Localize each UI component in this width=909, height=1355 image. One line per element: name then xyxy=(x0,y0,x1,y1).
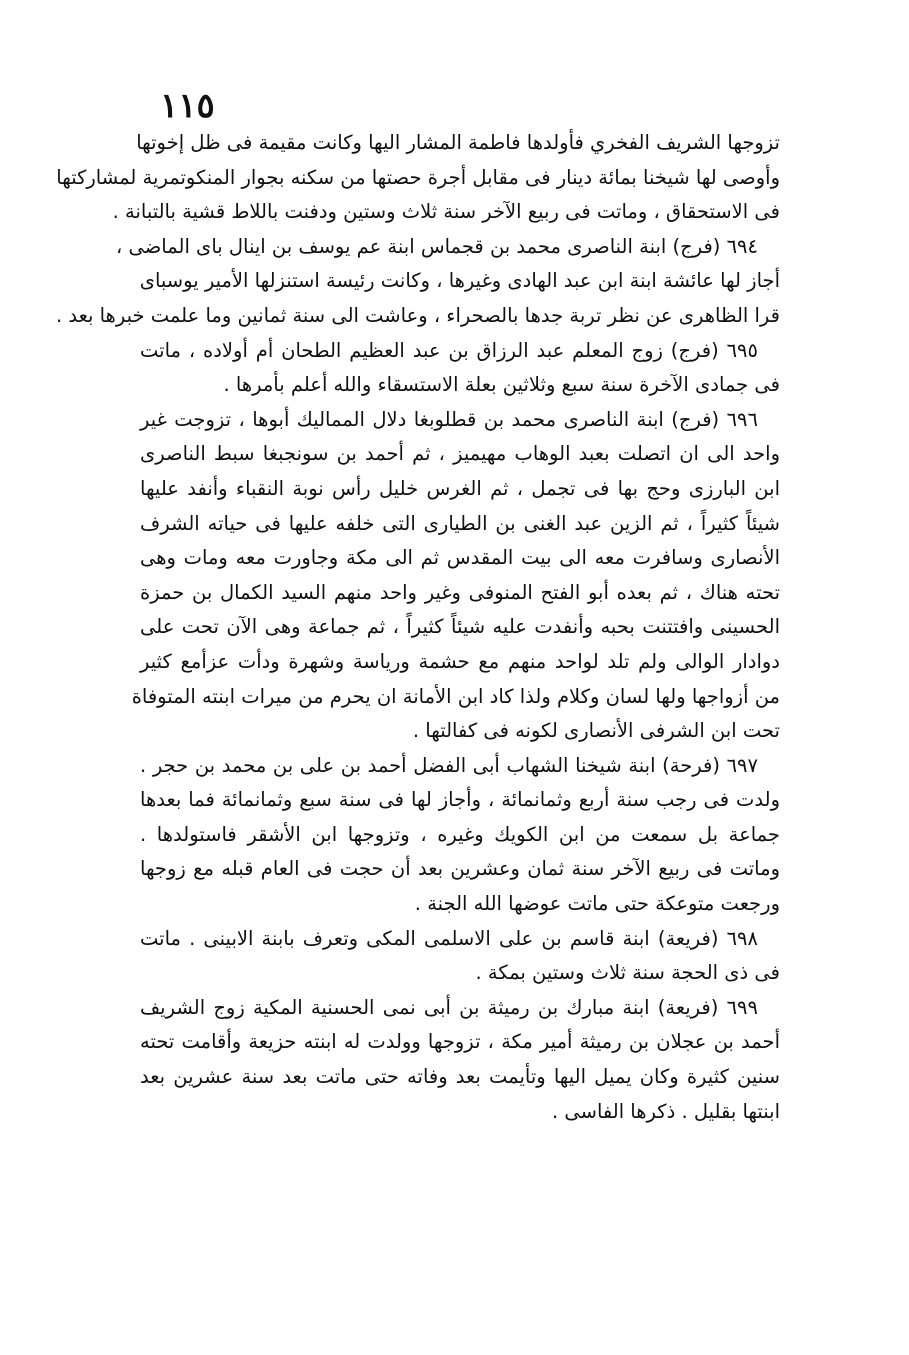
text-line: ولدت فى رجب سنة أربع وثمانمائة ، وأجاز لها فى سنة سبع وثمانمائة فما بعدها xyxy=(140,788,780,812)
page-number: ١١٥ xyxy=(160,86,215,126)
text-line: شيئاً كثيراً ، ثم الزين عبد الغنى بن الطيارى التى خلفه عليها فى حياته الشرف xyxy=(140,511,780,535)
text-line: واحد الى ان اتصلت بعبد الوهاب مهيميز ، ثم أحمد بن سونجبغا سبط الناصرى xyxy=(140,442,780,466)
text-line: الحسينى وافتتنت بحبه وأنفدت عليه شيئاً كثيراً ، ثم جماعة وهى الآن تحت على xyxy=(140,615,780,639)
text-line: ٦٩٤ (فرج) ابنة الناصرى محمد بن قجماس ابنة عم يوسف بن اينال باى الماضى ، xyxy=(115,234,758,258)
text-line: فى ذى الحجة سنة ثلاث وستين بمكة . xyxy=(475,961,780,985)
text-line: جماعة بل سمعت من ابن الكويك وغيره ، وتزوجها ابن الأشقر فاستولدها . xyxy=(140,822,780,846)
text-line: ابن البارزى وحج بها فى تجمل ، ثم الغرس خليل رأس نوبة النقباء وأنفد عليها xyxy=(140,476,780,500)
text-line: ورجعت متوعكة حتى ماتت عوضها الله الجنة . xyxy=(414,892,780,916)
text-line: أجاز لها عائشة ابنة ابن عبد الهادى وغيرها ، وكانت رئيسة استنزلها الأمير يوسباى xyxy=(139,269,780,293)
body-text xyxy=(55,126,780,1129)
text-line: الأنصارى وسافرت معه الى بيت المقدس ثم الى مكة وجاورت معه ومات وهى xyxy=(140,546,780,570)
text-line: ٦٩٥ (فرج) زوج المعلم عبد الرزاق بن عبد العظيم الطحان أم أولاده ، ماتت xyxy=(140,338,758,362)
text-line: ابنتها بقليل . ذكرها الفاسى . xyxy=(551,1099,780,1123)
text-line: تحت ابن الشرفى الأنصارى لكونه فى كفالتها . xyxy=(412,719,780,743)
text-line: تحته هناك ، ثم بعده أبو الفتح المنوفى وغير واحد منهم السيد الكمال بن حمزة xyxy=(140,580,780,604)
text-line: أحمد بن عجلان بن رميثة أمير مكة ، تزوجها وولدت له ابنته حزيعة وأقامت تحته xyxy=(140,1030,780,1054)
text-line: من أزواجها ولها لسان وكلام ولذا كاد ابن الأمانة ان يحرم من ميرات ابنته المتوفاة xyxy=(131,684,780,708)
text-line: سنين كثيرة وكان يميل اليها وتأيمت بعد وفاته حتى ماتت بعد سنة عشرين بعد xyxy=(140,1065,780,1089)
text-line: ٦٩٦ (فرج) ابنة الناصرى محمد بن قطلوبغا دلال المماليك أبوها ، تزوجت غير xyxy=(140,407,758,431)
text-line: ٦٩٨ (فريعة) ابنة قاسم بن على الاسلمى المكى وتعرف بابنة الابينى . ماتت xyxy=(140,926,758,950)
text-line: فى جمادى الآخرة سنة سبع وثلاثين بعلة الاستسقاء والله أعلم بأمرها . xyxy=(223,373,780,397)
text-line: وأوصى لها شيخنا بمائة دينار فى مقابل أجرة حصتها من سكنه بجوار المنكوتمرية لمشاركتها xyxy=(56,165,780,189)
text-line: ٦٩٧ (فرحة) ابنة شيخنا الشهاب أبى الفضل أحمد بن على بن محمد بن حجر . xyxy=(140,753,758,777)
text-line: دوادار الوالى ولم تلد لواحد منهم مع حشمة ورياسة وشهرة ودأت عزأمع كثير xyxy=(140,649,780,673)
text-line: قرا الظاهرى عن نظر تربة جدها بالصحراء ، وعاشت الى سنة ثمانين وما علمت خبرها بعد . xyxy=(55,303,780,327)
text-line: ٦٩٩ (فريعة) ابنة مبارك بن رميثة بن أبى نمى الحسنية المكية زوج الشريف xyxy=(140,995,758,1019)
text-line: وماتت فى ربيع الآخر سنة ثمان وعشرين بعد أن حجت فى العام قبله مع زوجها xyxy=(140,857,780,881)
text-line: فى الاستحقاق ، وماتت فى ربيع الآخر سنة ثلاث وستين ودفنت باللاط قشية بالتبانة . xyxy=(112,200,780,224)
text-line: تزوجها الشريف الفخري فأولدها فاطمة المشار اليها وكانت مقيمة فى ظل إخوتها xyxy=(136,131,780,154)
